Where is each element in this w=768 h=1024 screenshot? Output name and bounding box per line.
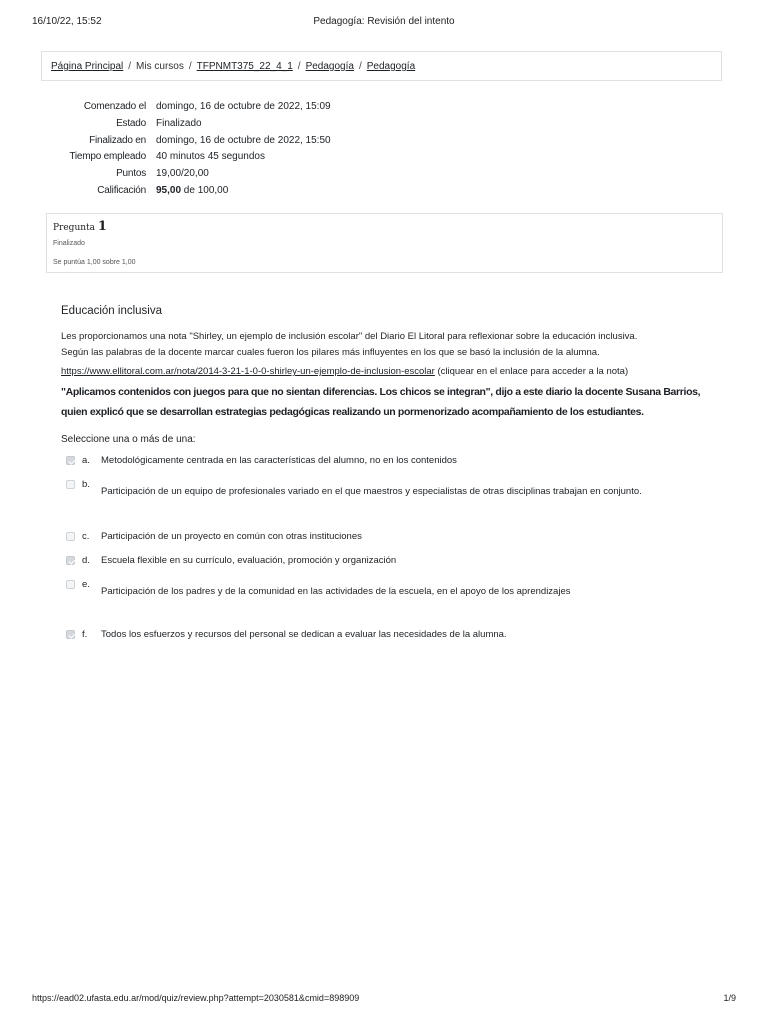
question-paragraph: Les proporcionamos una nota "Shirley, un ejemplo de inclusión escolar" del Diario El Litoral para reflexionar sobre la educación inclusiva. <box>61 331 638 342</box>
grade-max: de 100,00 <box>181 184 229 196</box>
quote-text: "Aplicamos contenidos con juegos para que no sientan diferencias. Los chicos se integran", dijo a este diario la docente Susana Barrios, <box>61 386 701 398</box>
option-letter: f. <box>82 629 88 640</box>
summary-value <box>156 185 228 196</box>
breadcrumb-quiz-link[interactable]: Pedagogía <box>366 61 416 72</box>
breadcrumb-separator: / <box>128 61 132 72</box>
option-text: Participación de un proyecto en común con otras instituciones <box>101 531 362 542</box>
breadcrumb-home-link[interactable]: Página Principal <box>51 61 124 72</box>
option-text: Metodológicamente centrada en las características del alumno, no en los contenidos <box>101 455 457 466</box>
question-grade: Se puntúa 1,00 sobre 1,00 <box>53 259 136 266</box>
article-link-note: (cliquear en el enlace para acceder a la nota) <box>434 366 629 377</box>
grade-value: 95,00 <box>156 184 182 196</box>
quote-text: quien explicó que se desarrollan estrategias pedagógicas realizando un pormenorizado acompañamiento de los estudiantes. <box>61 406 644 418</box>
summary-value: Finalizado <box>156 117 202 129</box>
summary-label: Estado <box>116 117 146 129</box>
option-letter: c. <box>82 531 90 542</box>
option-text: Escuela flexible en su currículo, evaluación, promoción y organización <box>101 555 397 566</box>
article-link-line <box>61 364 711 380</box>
question-number-value: 1 <box>97 219 107 234</box>
breadcrumb-section-link[interactable]: Pedagogía <box>305 61 354 72</box>
checkbox-b[interactable] <box>66 480 75 489</box>
question-state: Finalizado <box>53 240 85 247</box>
option-letter: a. <box>82 455 90 466</box>
summary-label: Puntos <box>116 168 146 180</box>
print-header <box>32 16 736 32</box>
summary-value: 40 minutos 45 segundos <box>156 151 265 163</box>
breadcrumb-separator: / <box>188 61 192 72</box>
summary-label: Comenzado el <box>83 101 146 112</box>
question-info-box <box>46 213 723 273</box>
option-text: Participación de los padres y de la comunidad en las actividades de la escuela, en el apoyo de los aprendizajes <box>101 586 571 597</box>
print-footer <box>32 993 736 1007</box>
article-link[interactable]: https://www.ellitoral.com.ar/nota/2014-3-21-1-0-0-shirley-un-ejemplo-de-inclusion-escolar <box>61 366 435 377</box>
option-letter: d. <box>82 555 90 566</box>
breadcrumb <box>41 51 722 81</box>
checkbox-f[interactable] <box>66 630 75 639</box>
breadcrumb-separator: / <box>358 61 362 72</box>
breadcrumb-course-link[interactable]: TFPNMT375_22_4_1 <box>196 61 293 72</box>
option-text: Todos los esfuerzos y recursos del personal se dedican a evaluar las necesidades de la alumna. <box>101 629 507 640</box>
print-page-title: Pedagogía: Revisión del intento <box>313 16 455 27</box>
summary-value: domingo, 16 de octubre de 2022, 15:50 <box>156 134 331 146</box>
print-url: https://ead02.ufasta.edu.ar/mod/quiz/review.php?attempt=2030581&cmid=898909 <box>32 993 360 1003</box>
question-paragraph: Según las palabras de la docente marcar cuales fueron los pilares más influyentes en los que se basó la inclusión de la alumna. <box>61 347 600 358</box>
answer-prompt: Seleccione una o más de una: <box>61 434 196 445</box>
option-letter: e. <box>82 579 90 590</box>
option-letter: b. <box>82 479 90 490</box>
checkbox-e[interactable] <box>66 580 75 589</box>
checkbox-a[interactable] <box>66 456 75 465</box>
checkbox-c[interactable] <box>66 532 75 541</box>
summary-value: 19,00/20,00 <box>156 168 209 180</box>
summary-value: domingo, 16 de octubre de 2022, 15:09 <box>156 101 331 112</box>
summary-label: Tiempo empleado <box>69 151 146 163</box>
summary-label: Calificación <box>97 184 146 196</box>
question-label: Pregunta <box>53 223 96 233</box>
option-text: Participación de un equipo de profesionales variado en el que maestros y especialistas de otras disciplinas trabajan en conjunto. <box>101 486 642 497</box>
breadcrumb-my-courses: Mis cursos <box>136 61 184 72</box>
question-text <box>61 305 711 420</box>
question-number <box>53 219 107 234</box>
print-datetime: 16/10/22, 15:52 <box>32 16 102 27</box>
summary-label: Finalizado en <box>89 134 146 146</box>
checkbox-d[interactable] <box>66 556 75 565</box>
question-heading: Educación inclusiva <box>61 305 163 317</box>
breadcrumb-separator: / <box>297 61 301 72</box>
print-page-number: 1/9 <box>723 993 736 1003</box>
